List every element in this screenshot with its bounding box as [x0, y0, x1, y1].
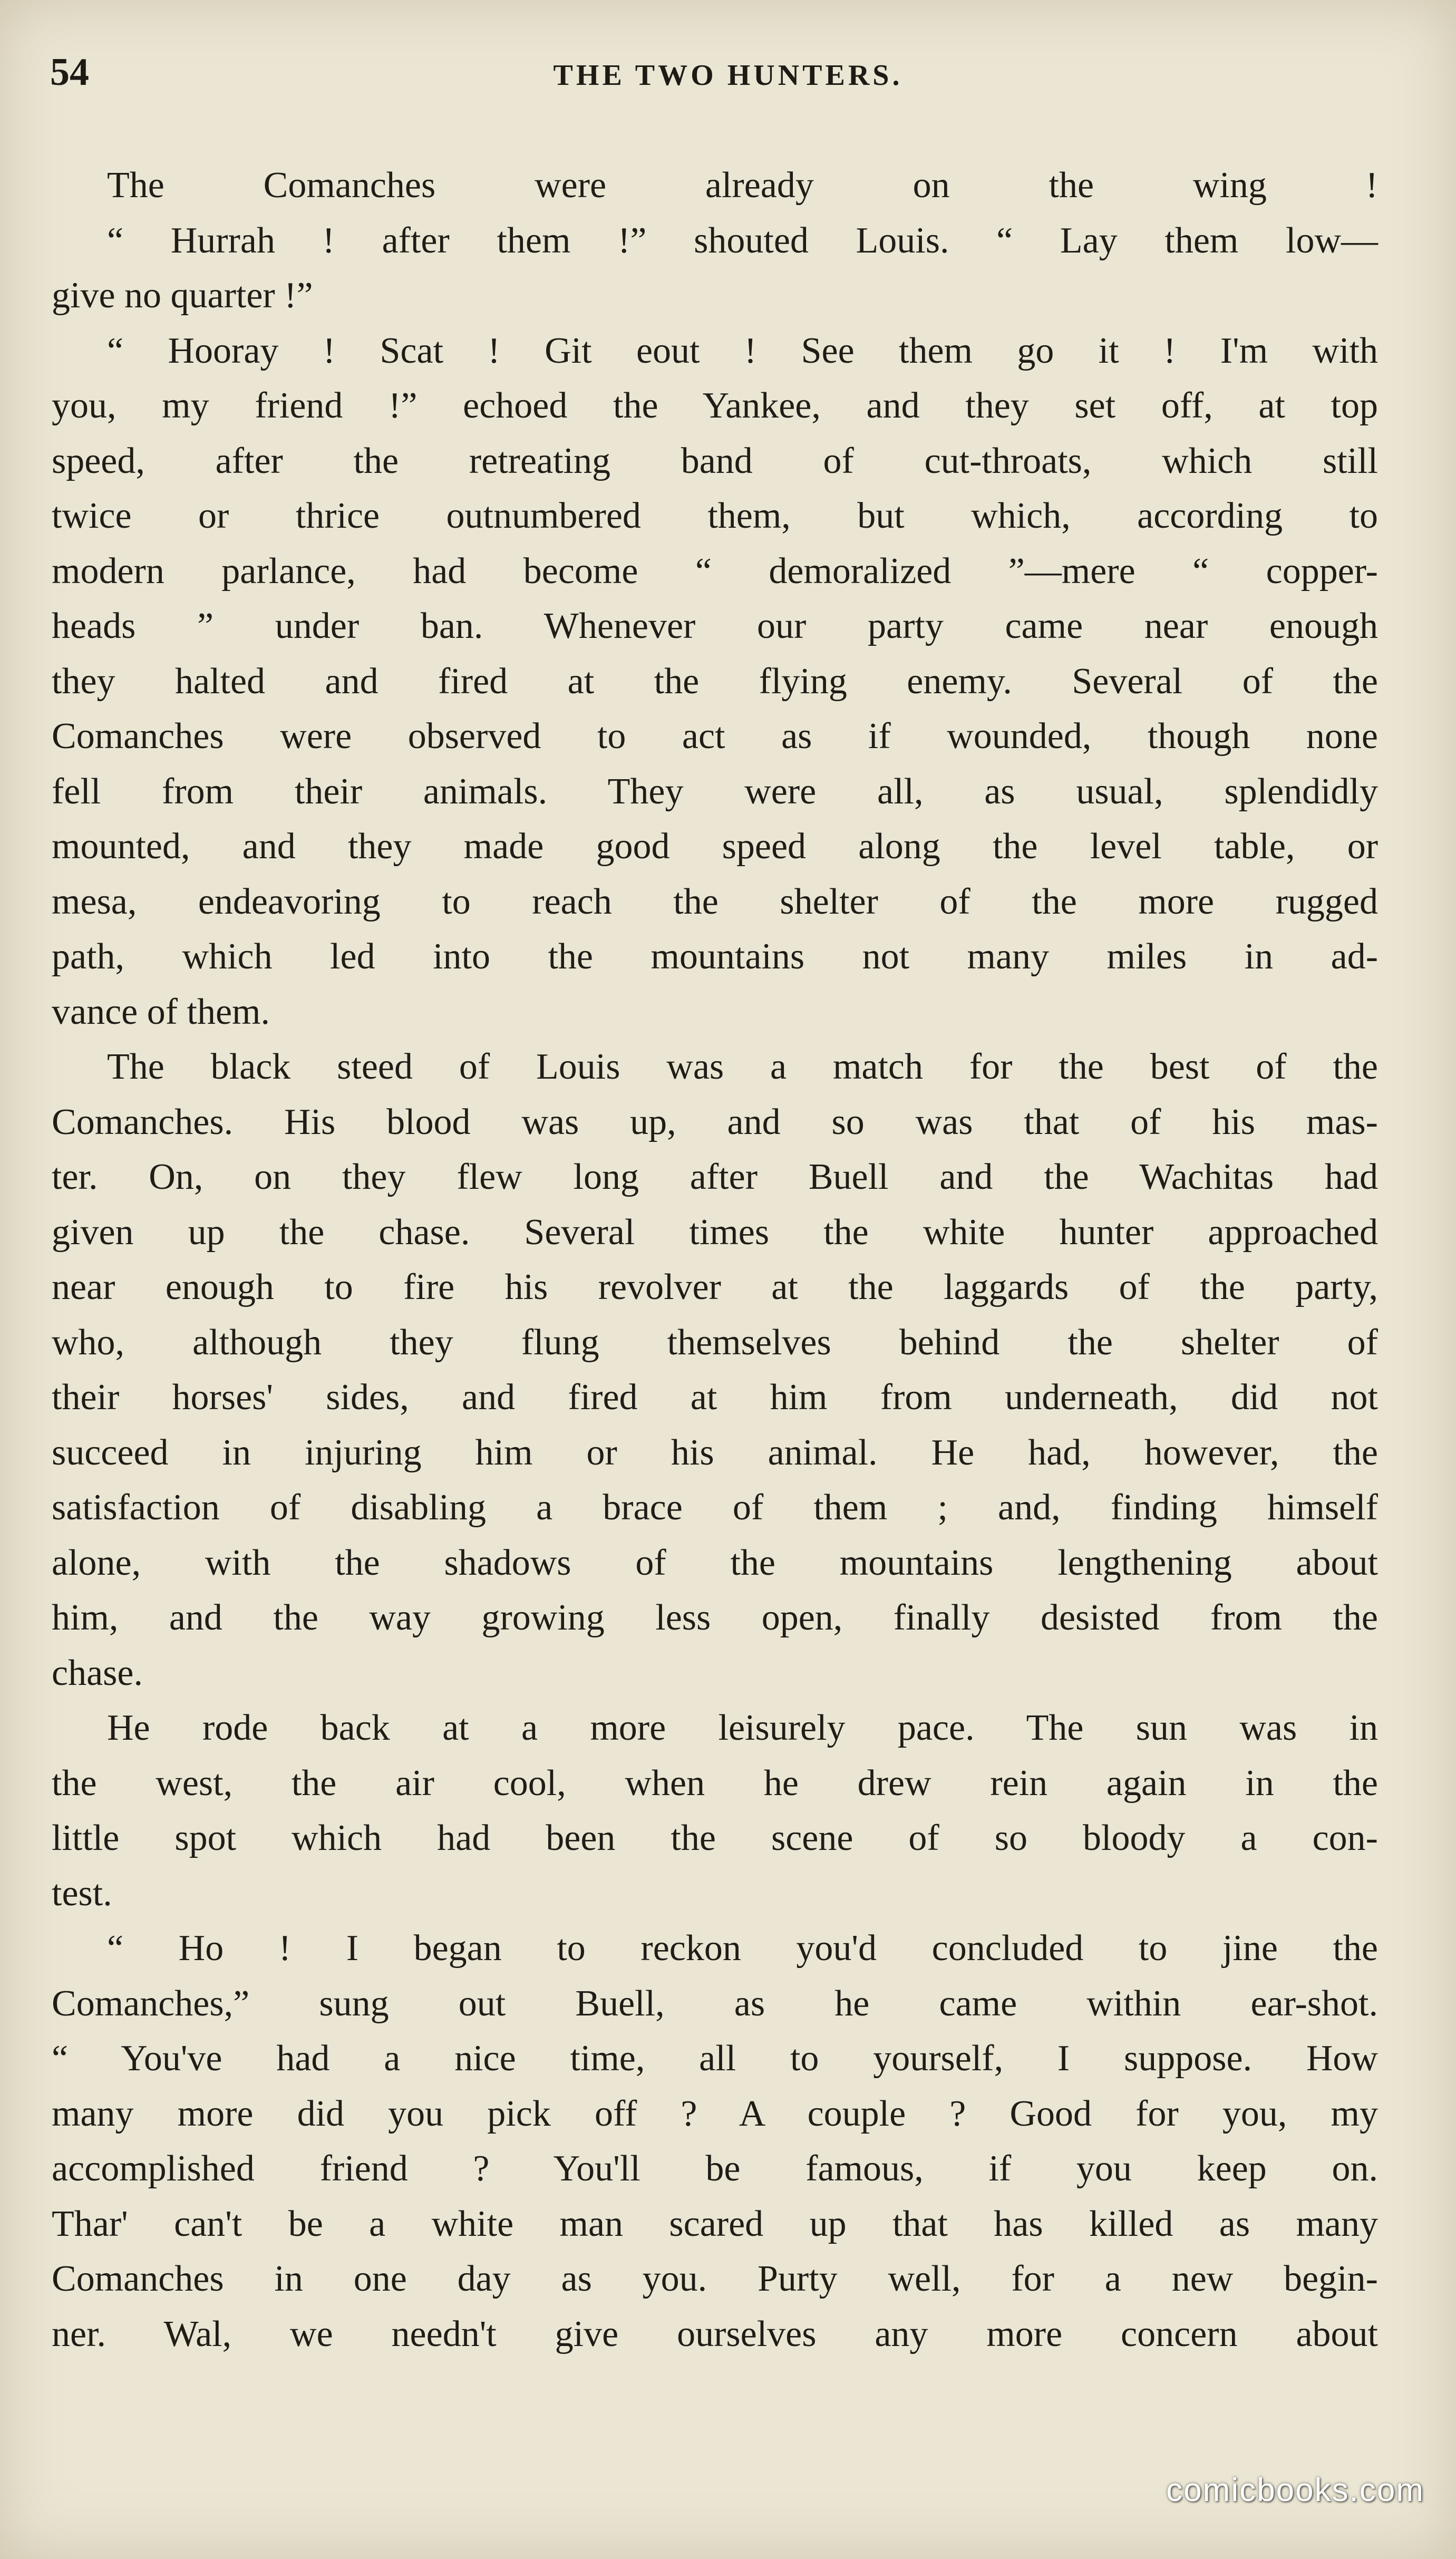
text-line: succeed in injuring him or his animal. He had, however, the [52, 1432, 1378, 1473]
text-line: “ Hurrah ! after them !” shouted Louis. “ Lay them low— [107, 220, 1378, 261]
page-number: 54 [50, 51, 89, 94]
text-line: fell from their animals. They were all, as usual, splendidly [52, 771, 1378, 812]
text-line: chase. [52, 1652, 143, 1693]
text-line: him, and the way growing less open, finally desisted from the [52, 1597, 1378, 1638]
text-line: “ Hooray ! Scat ! Git eout ! See them go it ! I'm with [107, 330, 1378, 371]
text-line: accomplished friend ? You'll be famous, if you keep on. [52, 2148, 1378, 2189]
text-line: He rode back at a more leisurely pace. The sun was in [107, 1708, 1378, 1748]
running-head: THE TWO HUNTERS. [553, 59, 903, 92]
text-line: twice or thrice outnumbered them, but which, according to [52, 496, 1378, 536]
text-line: Comanches were observed to act as if wounded, though none [52, 716, 1378, 757]
text-line: path, which led into the mountains not many miles in ad- [52, 936, 1378, 977]
text-line: they halted and fired at the flying enemy. Several of the [52, 661, 1378, 702]
text-line: their horses' sides, and fired at him from underneath, did not [52, 1377, 1378, 1418]
text-line: ter. On, on they flew long after Buell and the Wachitas had [52, 1157, 1378, 1197]
text-line: test. [52, 1873, 112, 1914]
text-line: modern parlance, had become “ demoralized ”—mere “ copper- [52, 550, 1378, 592]
text-line: “ Ho ! I began to reckon you'd concluded to jine the [107, 1928, 1378, 1969]
text-line: many more did you pick off ? A couple ? Good for you, my [52, 2093, 1378, 2134]
text-line: The Comanches were already on the wing ! [107, 165, 1378, 206]
text-line: mounted, and they made good speed along the level table, or [52, 826, 1378, 867]
text-line: give no quarter !” [52, 275, 313, 316]
page-header [50, 50, 1406, 98]
text-line: heads ” under ban. Whenever our party came near enough [52, 606, 1378, 646]
text-line: speed, after the retreating band of cut-throats, which still [52, 440, 1378, 481]
text-line: satisfaction of disabling a brace of them ; and, finding himself [52, 1487, 1378, 1528]
text-line: Comanches,” sung out Buell, as he came within ear-shot. [52, 1983, 1378, 2024]
text-line: given up the chase. Several times the white hunter approached [52, 1211, 1378, 1253]
text-line: The black steed of Louis was a match for the best of the [107, 1046, 1378, 1087]
text-line: you, my friend !” echoed the Yankee, and they set off, at top [52, 385, 1378, 426]
watermark: comicbooks.com [1166, 2472, 1424, 2508]
text-line: “ You've had a nice time, all to yourself, I suppose. How [52, 2038, 1378, 2079]
text-line: mesa, endeavoring to reach the shelter of the more rugged [52, 881, 1378, 922]
text-line: vance of them. [52, 991, 270, 1032]
text-line: near enough to fire his revolver at the laggards of the party, [52, 1267, 1378, 1307]
text-line: Thar' can't be a white man scared up that has killed as many [52, 2203, 1378, 2244]
body-text [52, 158, 1378, 2362]
text-line: alone, with the shadows of the mountains lengthening about [52, 1542, 1378, 1583]
text-line: the west, the air cool, when he drew rein again in the [52, 1762, 1378, 1804]
text-line: ner. Wal, we needn't give ourselves any more concern about [52, 2313, 1378, 2354]
text-line: Comanches in one day as you. Purty well, for a new begin- [52, 2258, 1378, 2299]
text-line: who, although they flung themselves behind the shelter of [52, 1322, 1378, 1363]
text-line: little spot which had been the scene of so bloody a con- [52, 1818, 1378, 1858]
text-line: Comanches. His blood was up, and so was that of his mas- [52, 1101, 1378, 1142]
